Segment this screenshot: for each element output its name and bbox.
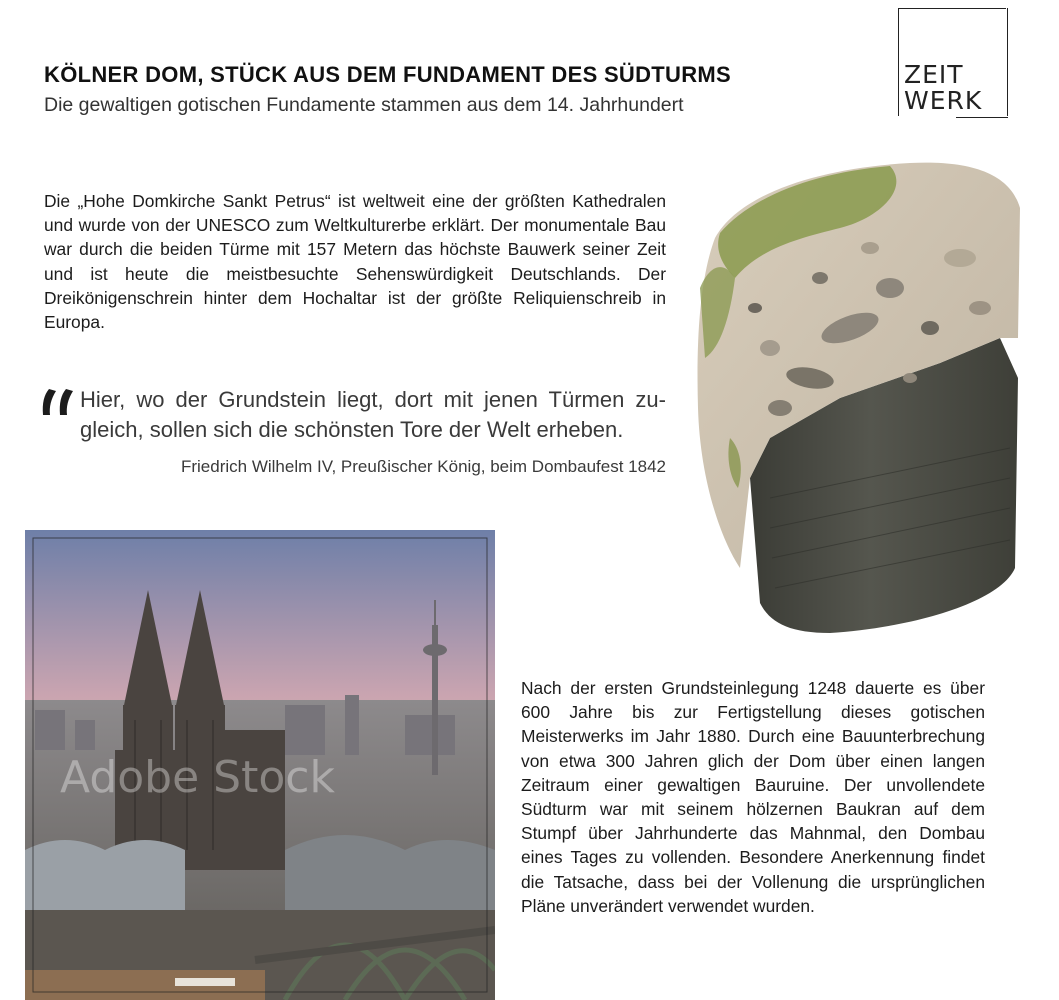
intro-paragraph: Die „Hohe Domkirche Sankt Petrus“ ist weltweit eine der größten Kathedralen und wurde von der UNESCO zum Weltkulturerbe erklärt. Der monumentale Bau war durch die beiden Türme mit 157 Metern das höchste Bauwerk seiner Zeit und ist heute die meistbesuchte Sehenswürdigkeit Deutschlands. Der Dreikönigenschrein hinter dem Hochaltar ist der größte Reliquienschreib in Europa. (44, 191, 666, 333)
quote-text: Hier, wo der Grundstein liegt, dort mit jenen Türmen zugleich, sollen sich die schönsten Tore der Welt erheben. (80, 387, 666, 442)
zeitwerk-logo (898, 8, 1008, 118)
quote-author: Friedrich Wilhelm IV, Preußischer König, beim Dombaufest 1842 (180, 457, 666, 476)
history-paragraph: Nach der ersten Grundsteinlegung 1248 dauerte es über 600 Jahre bis zur Fertigstellung dieses gotischen Meisterwerks im Jahr 1880. Durch eine Bauunterbrechung von etwa 300 Jahren glich der Dom über einen langen Zeitraum einer gewaltigen Bauruine. Der unvollendete Südturm war mit seinem hölzernen Baukran auf dem Stumpf über Jahrhunderte das Mahnmal, den Dombau eines Tages zu vollenden. Besondere Anerkennung findet die Tatsache, dass bei der Vollenung die ursprünglichen Pläne unverändert verwendet wurden. (521, 678, 985, 916)
logo-line-1: ZEIT (904, 60, 964, 89)
photo-watermark: Adobe Stock (60, 752, 335, 803)
logo-line-2: WERK (904, 86, 983, 115)
page-title: KÖLNER DOM, STÜCK AUS DEM FUNDAMENT DES SÜDTURMS (44, 62, 732, 87)
foundation-stone-image (660, 148, 1059, 643)
quote-icon (40, 387, 78, 417)
page-subtitle: Die gewaltigen gotischen Fundamente stammen aus dem 14. Jahrhundert (44, 94, 684, 116)
